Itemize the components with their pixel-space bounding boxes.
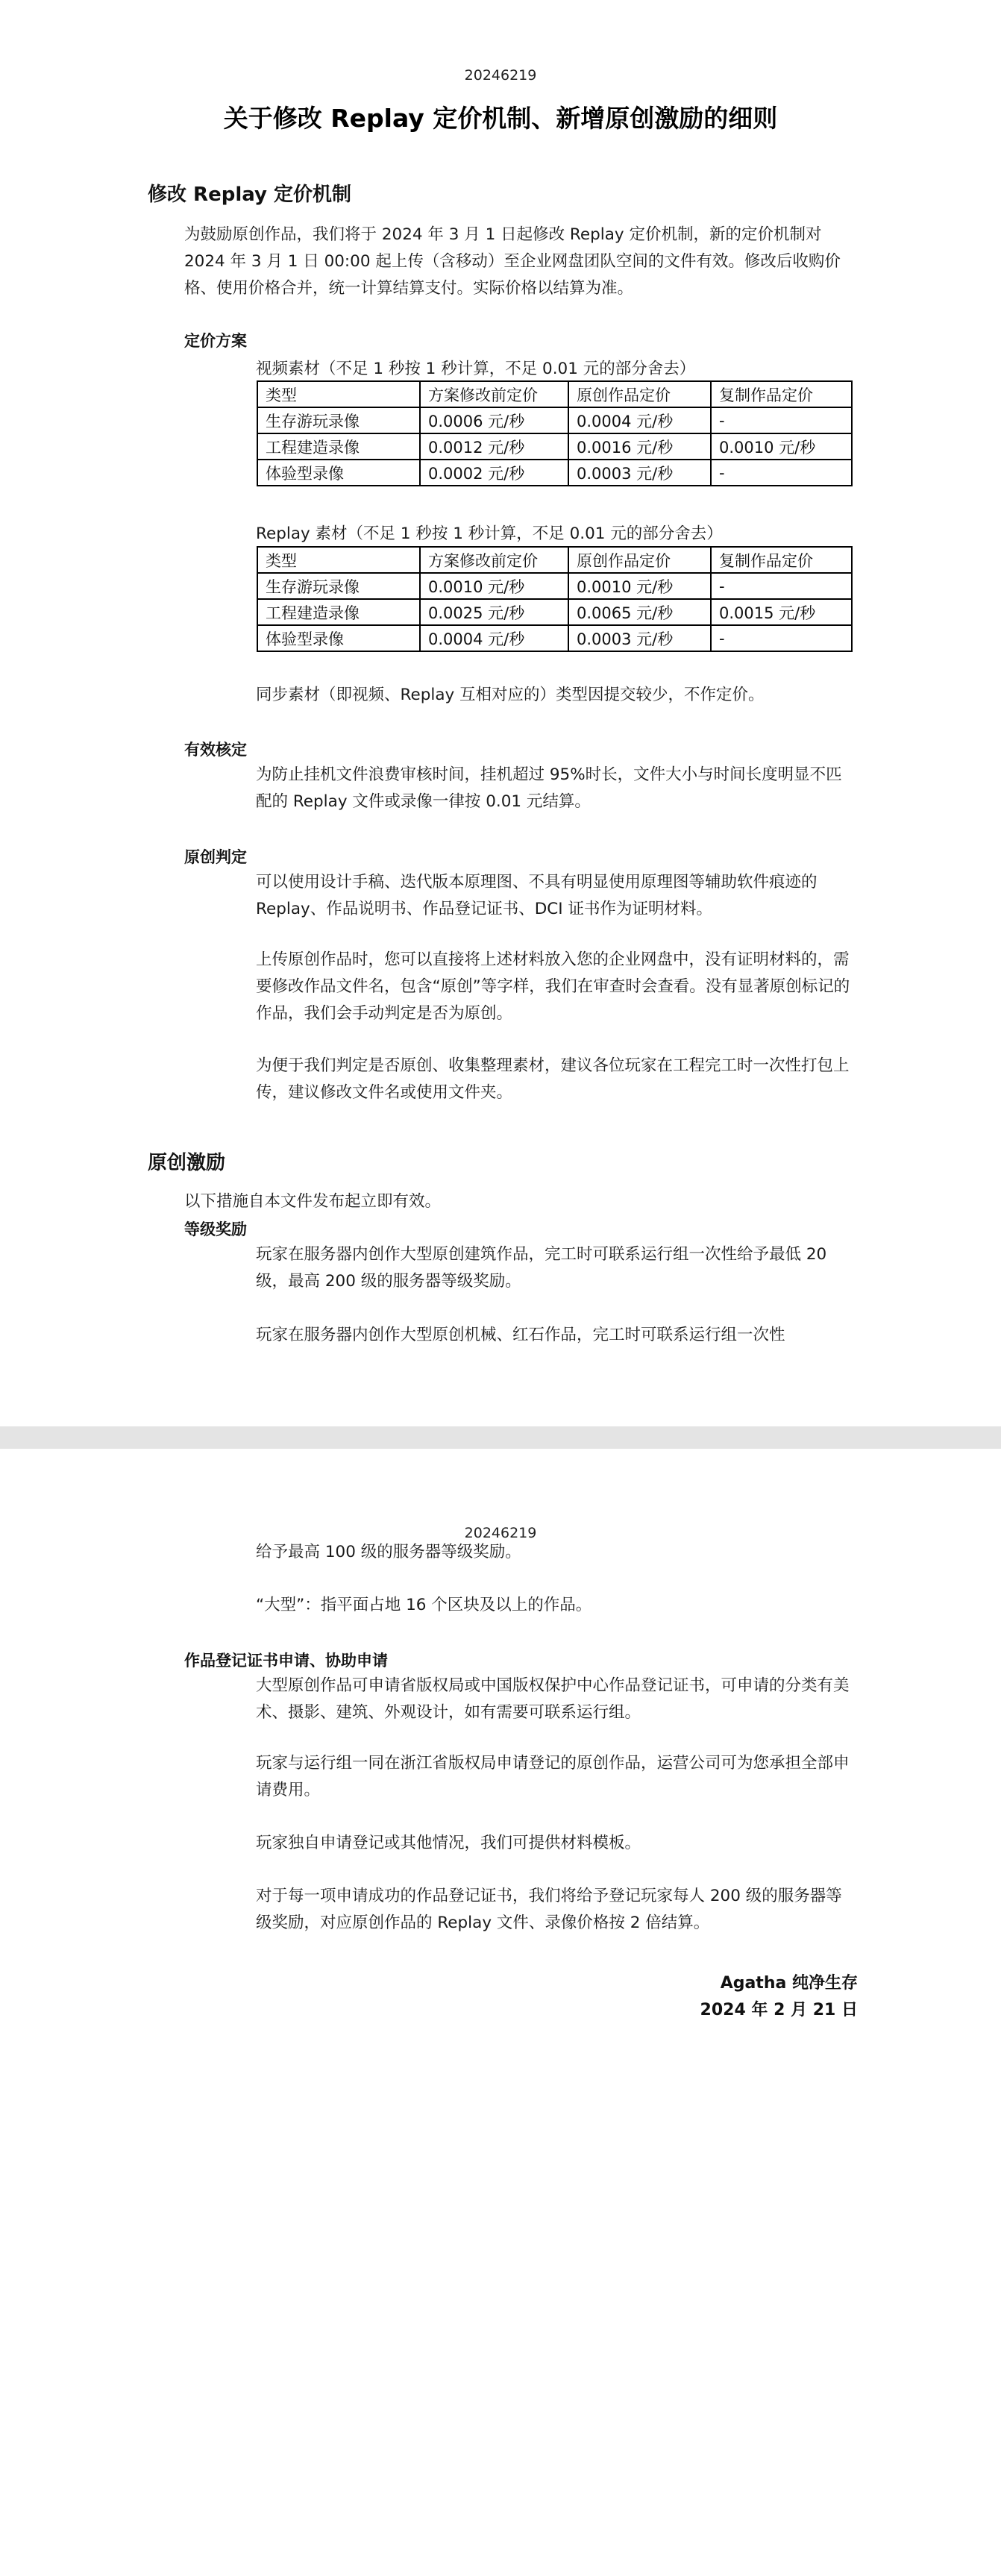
- table-header-row: [257, 547, 852, 573]
- table-cell: 0.0012 元/秒: [420, 433, 568, 460]
- table-cell: 0.0002 元/秒: [420, 460, 568, 486]
- section-heading-incentives: 原创激励: [148, 1152, 226, 1174]
- table-header-cell: 方案修改前定价: [420, 547, 568, 573]
- validity-paragraph: 为防止挂机文件浪费审核时间，挂机超过 95%时长，文件大小与时间长度明显不匹配的 Replay 文件或录像一律按 0.01 元结算。: [256, 765, 842, 811]
- table-header-cell: 类型: [257, 381, 420, 407]
- table-cell: -: [711, 573, 852, 599]
- table-row: [257, 460, 852, 486]
- table-header-cell: 复制作品定价: [711, 381, 852, 407]
- originality-paragraph-3: 为便于我们判定是否原创、收集整理素材，建议各位玩家在工程完工时一次性打包上传，建议修改文件名或使用文件夹。: [256, 1056, 850, 1102]
- large-definition-paragraph: “大型”：指平面占地 16 个区块及以上的作品。: [256, 1596, 592, 1614]
- table-cell: 工程建造录像: [257, 599, 420, 625]
- subheading-level-reward: 等级奖励: [184, 1220, 247, 1238]
- table-cell: -: [711, 460, 852, 486]
- level-reward-paragraph-2-start: 玩家在服务器内创作大型原创机械、红石作品，完工时可联系运行组一次性: [256, 1326, 785, 1344]
- table-cell: 0.0003 元/秒: [568, 460, 711, 486]
- subheading-originality: 原创判定: [184, 848, 247, 866]
- table-row: [257, 407, 852, 433]
- registration-paragraph-2: 玩家与运行组一同在浙江省版权局申请登记的原创作品，运营公司可为您承担全部申请费用。: [256, 1754, 850, 1799]
- level-reward-paragraph-1: 玩家在服务器内创作大型原创建筑作品，完工时可联系运行组一次性给予最低 20 级，最高 200 级的服务器等级奖励。: [256, 1245, 827, 1291]
- table-header-cell: 方案修改前定价: [420, 381, 568, 407]
- table-cell: 0.0065 元/秒: [568, 599, 711, 625]
- table-cell: 0.0010 元/秒: [568, 573, 711, 599]
- sync-material-note: 同步素材（即视频、Replay 互相对应的）类型因提交较少，不作定价。: [256, 686, 765, 704]
- table-cell: 0.0003 元/秒: [568, 625, 711, 651]
- table-cell: 0.0015 元/秒: [711, 599, 852, 625]
- table-cell: -: [711, 625, 852, 651]
- registration-paragraph-1: 大型原创作品可申请省版权局或中国版权保护中心作品登记证书，可申请的分类有美术、摄影、建筑、外观设计，如有需要可联系运行组。: [256, 1676, 850, 1722]
- subheading-registration: 作品登记证书申请、协助申请: [184, 1652, 388, 1670]
- table-cell: 体验型录像: [257, 625, 420, 651]
- table-row: [257, 599, 852, 625]
- document-page-2: [0, 1449, 1001, 2576]
- table-header-cell: 类型: [257, 547, 420, 573]
- table-cell: 0.0025 元/秒: [420, 599, 568, 625]
- registration-paragraph-4: 对于每一项申请成功的作品登记证书，我们将给予登记玩家每人 200 级的服务器等级奖励，对应原创作品的 Replay 文件、录像价格按 2 倍结算。: [256, 1887, 842, 1932]
- registration-paragraph-3: 玩家独自申请登记或其他情况，我们可提供材料模板。: [256, 1834, 641, 1852]
- table-cell: 体验型录像: [257, 460, 420, 486]
- video-pricing-table: [257, 380, 853, 486]
- table-cell: 0.0004 元/秒: [420, 625, 568, 651]
- table-header-cell: 原创作品定价: [568, 381, 711, 407]
- table-cell: -: [711, 407, 852, 433]
- table-header-cell: 复制作品定价: [711, 547, 852, 573]
- page-header-code: 20246219: [464, 1525, 537, 1541]
- table-cell: 0.0016 元/秒: [568, 433, 711, 460]
- signature-name: Agatha 纯净生存: [720, 1974, 858, 1993]
- replay-table-caption: Replay 素材（不足 1 秒按 1 秒计算，不足 0.01 元的部分舍去）: [256, 524, 723, 543]
- subheading-pricing-plan: 定价方案: [184, 332, 247, 350]
- subheading-validity: 有效核定: [184, 741, 247, 759]
- incentives-intro: 以下措施自本文件发布起立即有效。: [184, 1192, 442, 1211]
- table-header-cell: 原创作品定价: [568, 547, 711, 573]
- level-reward-paragraph-2-end: 给予最高 100 级的服务器等级奖励。: [256, 1543, 521, 1561]
- table-cell: 0.0004 元/秒: [568, 407, 711, 433]
- table-row: [257, 433, 852, 460]
- table-header-row: [257, 381, 852, 407]
- pricing-intro-paragraph: 为鼓励原创作品，我们将于 2024 年 3 月 1 日起修改 Replay 定价机制，新的定价机制对 2024 年 3 月 1 日 00:00 起上传（含移动）至企业网盘团队空间的文件有效。修改后收购价格、使用价格合并，统一计算结算支付。实际价格以结算为准。: [184, 225, 841, 298]
- document-title: 关于修改 Replay 定价机制、新增原创激励的细则: [223, 104, 778, 133]
- table-row: [257, 625, 852, 651]
- table-cell: 0.0010 元/秒: [420, 573, 568, 599]
- table-cell: 0.0006 元/秒: [420, 407, 568, 433]
- signature-date: 2024 年 2 月 21 日: [700, 2001, 858, 2019]
- table-cell: 生存游玩录像: [257, 407, 420, 433]
- page-header-code: 20246219: [464, 67, 537, 84]
- originality-paragraph-1: 可以使用设计手稿、迭代版本原理图、不具有明显使用原理图等辅助软件痕迹的 Replay、作品说明书、作品登记证书、DCI 证书作为证明材料。: [256, 873, 818, 918]
- video-table-caption: 视频素材（不足 1 秒按 1 秒计算，不足 0.01 元的部分舍去）: [256, 360, 696, 378]
- table-cell: 0.0010 元/秒: [711, 433, 852, 460]
- replay-pricing-table: [257, 546, 853, 652]
- section-heading-pricing: 修改 Replay 定价机制: [148, 184, 351, 206]
- originality-paragraph-2: 上传原创作品时，您可以直接将上述材料放入您的企业网盘中，没有证明材料的，需要修改作品文件名，包含“原创”等字样，我们在审查时会查看。没有显著原创标记的作品，我们会手动判定是否为原创。: [256, 950, 850, 1023]
- table-cell: 工程建造录像: [257, 433, 420, 460]
- table-cell: 生存游玩录像: [257, 573, 420, 599]
- table-row: [257, 573, 852, 599]
